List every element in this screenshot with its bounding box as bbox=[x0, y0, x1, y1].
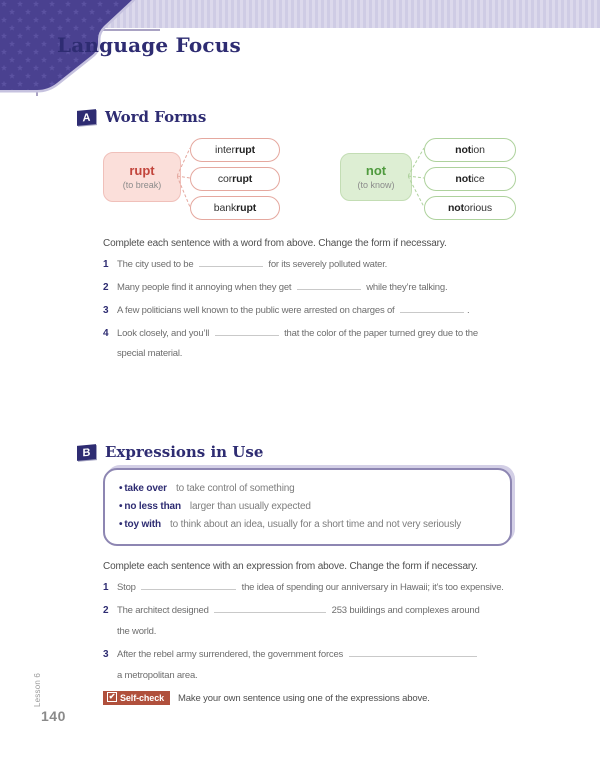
root-box-rupt bbox=[103, 152, 181, 202]
word-pill-bankrupt bbox=[190, 196, 280, 220]
page-title: Language Focus bbox=[57, 33, 241, 57]
word-suffix: orious bbox=[464, 202, 493, 214]
answer-blank[interactable] bbox=[215, 324, 279, 336]
sentence-item-a4 bbox=[103, 324, 517, 364]
word-suffix: ice bbox=[471, 173, 485, 185]
expressions-box bbox=[103, 468, 512, 546]
answer-blank[interactable] bbox=[349, 645, 477, 657]
section-a-title: Word Forms bbox=[105, 108, 207, 126]
sentence-text: 253 buildings and complexes around bbox=[331, 605, 480, 616]
expression-row bbox=[119, 480, 496, 498]
word-root-part: not bbox=[447, 202, 465, 214]
section-a-header bbox=[77, 108, 206, 126]
word-root-part: not bbox=[455, 144, 472, 156]
sentence-item-a2 bbox=[103, 278, 517, 298]
self-check-label: Self-check bbox=[120, 693, 165, 703]
section-a-badge: A bbox=[77, 109, 96, 126]
item-number: 2 bbox=[103, 282, 109, 293]
section-b-items bbox=[103, 577, 517, 688]
sentence-item-a1 bbox=[103, 255, 517, 275]
item-number: 2 bbox=[103, 605, 109, 616]
word-prefix: bank bbox=[213, 202, 237, 214]
answer-blank[interactable] bbox=[400, 301, 464, 313]
section-b-badge: B bbox=[77, 444, 96, 461]
sentence-text: special material. bbox=[117, 348, 183, 359]
section-b-instruction: Complete each sentence with an expression from above. Change the form if necessary. bbox=[103, 561, 478, 572]
sentence-text: while they’re talking. bbox=[366, 282, 448, 293]
connector-lines-rupt bbox=[177, 137, 190, 220]
expression-row bbox=[119, 516, 496, 534]
expression-term: no less than bbox=[124, 501, 181, 512]
lesson-label: Lesson 6 bbox=[33, 672, 42, 707]
sentence-text: that the color of the paper turned grey due to the bbox=[284, 328, 478, 339]
item-number: 3 bbox=[103, 305, 109, 316]
self-check-text: Make your own sentence using one of the expressions above. bbox=[178, 692, 430, 704]
sentence-text: A few politicians well known to the public were arrested on charges of bbox=[117, 305, 395, 316]
section-b-title: Expressions in Use bbox=[105, 443, 264, 461]
answer-blank[interactable] bbox=[199, 255, 263, 267]
word-pill-notion bbox=[424, 138, 516, 162]
sentence-text: Look closely, and you’ll bbox=[117, 328, 210, 339]
item-number: 1 bbox=[103, 582, 109, 593]
item-number: 3 bbox=[103, 649, 109, 660]
answer-blank[interactable] bbox=[214, 601, 326, 613]
section-a-instruction: Complete each sentence with a word from above. Change the form if necessary. bbox=[103, 238, 447, 249]
sentence-item-b3 bbox=[103, 644, 517, 686]
word-prefix: inter bbox=[215, 144, 235, 156]
sentence-text: a metropolitan area. bbox=[117, 670, 198, 681]
item-number: 4 bbox=[103, 328, 109, 339]
word-root-part: not bbox=[455, 173, 472, 185]
sentence-text: the world. bbox=[117, 626, 157, 637]
word-prefix: cor bbox=[217, 173, 233, 185]
sentence-text: The city used to be bbox=[117, 259, 194, 270]
self-check-row bbox=[103, 691, 430, 705]
sentence-text: . bbox=[466, 305, 470, 316]
word-root-part: rupt bbox=[232, 173, 253, 185]
word-pill-corrupt bbox=[190, 167, 280, 191]
root-word: not bbox=[365, 163, 387, 179]
word-root-part: rupt bbox=[234, 144, 255, 156]
word-pill-interrupt bbox=[190, 138, 280, 162]
section-b-header bbox=[77, 443, 263, 461]
sentence-text: for its severely polluted water. bbox=[268, 259, 388, 270]
word-root-part: rupt bbox=[236, 202, 257, 214]
root-meaning: (to break) bbox=[122, 179, 162, 190]
connector-lines-not bbox=[408, 137, 424, 220]
section-a-items bbox=[103, 255, 517, 367]
answer-blank[interactable] bbox=[297, 278, 361, 290]
expression-definition: larger than usually expected bbox=[189, 501, 311, 512]
expression-term: toy with bbox=[124, 519, 161, 530]
item-number: 1 bbox=[103, 259, 109, 270]
expression-definition: to take control of something bbox=[175, 483, 295, 494]
self-check-badge bbox=[103, 691, 170, 705]
root-meaning: (to know) bbox=[357, 179, 395, 190]
bullet-icon: • bbox=[119, 501, 123, 512]
page-number: 140 bbox=[41, 708, 66, 724]
root-word: rupt bbox=[129, 163, 155, 179]
sentence-text: After the rebel army surrendered, the government forces bbox=[117, 649, 344, 660]
expression-row bbox=[119, 498, 496, 516]
answer-blank[interactable] bbox=[141, 578, 236, 590]
word-suffix: ion bbox=[471, 144, 485, 156]
word-pill-notorious bbox=[424, 196, 516, 220]
sentence-text: The architect designed bbox=[117, 605, 209, 616]
expression-term: take over bbox=[124, 483, 167, 494]
word-pill-notice bbox=[424, 167, 516, 191]
sentence-item-a3 bbox=[103, 301, 517, 321]
sentence-item-b1 bbox=[103, 577, 517, 598]
root-box-not bbox=[340, 153, 412, 201]
sentence-text: Many people find it annoying when they get bbox=[117, 282, 292, 293]
sentence-item-b2 bbox=[103, 600, 517, 642]
expression-definition: to think about an idea, usually for a short time and not very seriously bbox=[169, 519, 462, 530]
sentence-text: Stop bbox=[117, 582, 136, 593]
bullet-icon: • bbox=[119, 519, 123, 530]
bullet-icon: • bbox=[119, 483, 123, 494]
checkmark-icon: ✔ bbox=[108, 692, 116, 701]
sentence-text: the idea of spending our anniversary in Hawaii; it’s too expensive. bbox=[241, 582, 504, 593]
